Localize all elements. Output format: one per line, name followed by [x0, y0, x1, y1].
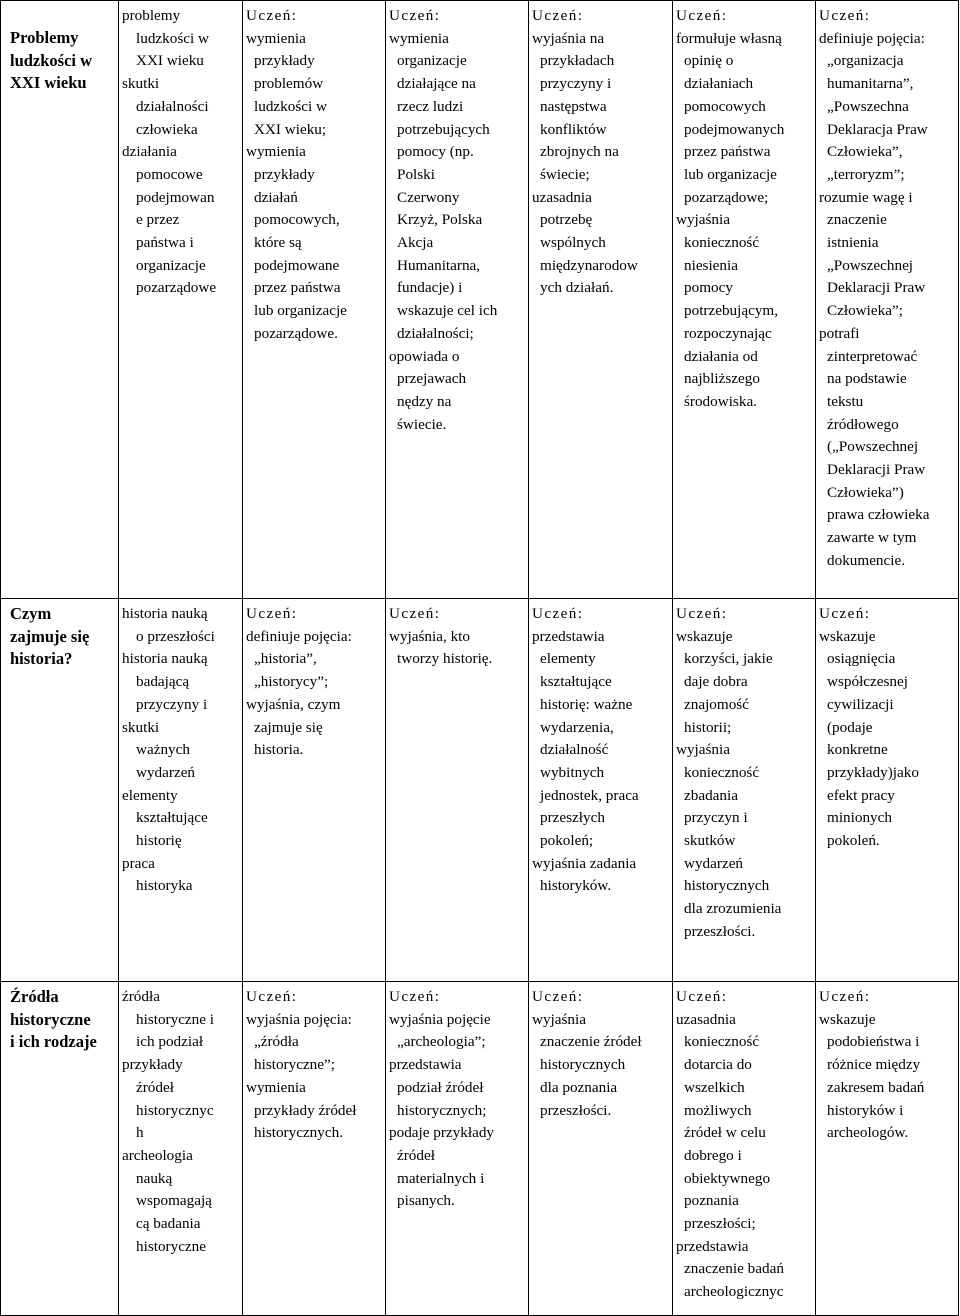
text-line: przeszłości.: [684, 922, 756, 940]
text-line: znajomość: [684, 695, 749, 713]
text-line: pomocowe: [136, 165, 203, 183]
text-line: wyjaśnia zadania: [532, 854, 637, 872]
text-line: historycznych;: [397, 1101, 487, 1119]
text-line: dla zrozumienia: [684, 900, 782, 918]
text-line: wspomagają: [136, 1192, 212, 1210]
text-line: Krzyż, Polska: [397, 211, 483, 229]
text-line: historia nauką: [122, 650, 208, 668]
text-line: h: [136, 1124, 144, 1142]
text-line: przykłady: [254, 52, 315, 70]
text-line: najbliższego: [684, 370, 760, 388]
text-line: osiągnięcia: [827, 650, 896, 668]
text-line: Uczeń:: [532, 988, 584, 1005]
text-line: Uczeń:: [246, 7, 298, 24]
text-line: Czym: [10, 604, 52, 623]
text-line: podział źródeł: [397, 1078, 484, 1096]
text-line: historycznyc: [136, 1101, 214, 1119]
text-line: które są: [254, 234, 302, 252]
text-line: definiuje pojęcia:: [246, 627, 352, 645]
text-line: Uczeń:: [389, 988, 441, 1005]
text-line: współczesnej: [827, 673, 908, 691]
text-line: źródeł: [136, 1078, 174, 1096]
text-line: historyka: [136, 877, 193, 895]
text-line: uzasadnia: [676, 1010, 736, 1028]
text-line: wyjaśnia: [532, 1010, 586, 1028]
text-line: tekstu: [827, 392, 864, 410]
text-line: działania od: [684, 347, 758, 365]
text-line: Uczeń:: [389, 7, 441, 24]
text-line: historyczne: [136, 1237, 207, 1255]
text-line: efekt pracy: [827, 786, 895, 804]
requirement-cell: [529, 599, 673, 982]
text-line: cą badania: [136, 1215, 201, 1233]
text-line: możliwych: [684, 1101, 752, 1119]
text-line: przejawach: [397, 370, 467, 388]
text-line: podejmowanych: [684, 120, 785, 138]
text-line: człowieka: [136, 120, 198, 138]
text-line: świecie;: [540, 165, 590, 183]
text-line: świecie.: [397, 415, 447, 433]
text-line: niesienia: [684, 256, 738, 274]
text-line: działalność: [540, 741, 609, 759]
text-line: wskazuje cel ich: [397, 302, 498, 320]
text-line: historyczne”;: [254, 1056, 335, 1074]
text-line: przedstawia: [389, 1056, 462, 1074]
text-line: Uczeń:: [676, 7, 728, 24]
text-line: zakresem badań: [827, 1078, 925, 1096]
text-line: Człowieka”): [827, 483, 904, 501]
text-line: jednostek, praca: [540, 786, 639, 804]
requirement-cell: [243, 982, 386, 1316]
text-line: materialnych i: [397, 1169, 485, 1187]
text-line: „terroryzm”;: [827, 165, 905, 183]
text-line: przyczyn i: [684, 809, 748, 827]
text-line: archeologów.: [827, 1124, 909, 1142]
text-line: konieczność: [684, 763, 760, 781]
text-line: „historia”,: [254, 650, 317, 668]
text-line: organizacje: [397, 52, 467, 70]
text-line: wyjaśnia: [676, 741, 730, 759]
text-line: źródła: [122, 988, 160, 1005]
text-line: przykładach: [540, 52, 615, 70]
text-line: ludzkości w: [136, 29, 209, 47]
text-line: konieczność: [684, 234, 760, 252]
text-line: XXI wieku: [136, 52, 204, 70]
topic-row-problemy: [0, 0, 959, 599]
text-line: ych działań.: [540, 279, 614, 297]
text-line: przeszłości.: [540, 1101, 612, 1119]
text-line: znaczenie źródeł: [540, 1033, 642, 1051]
text-line: historyków.: [540, 877, 612, 895]
text-line: tworzy historię.: [397, 650, 493, 668]
text-line: „Powszechna: [827, 97, 909, 115]
text-line: wyjaśnia pojęcia:: [246, 1010, 352, 1028]
text-line: wymienia: [246, 29, 306, 47]
text-line: źródeł w celu: [684, 1124, 766, 1142]
text-line: wspólnych: [540, 234, 606, 252]
text-line: elementy: [540, 650, 596, 668]
text-line: XXI wieku: [10, 73, 87, 93]
text-line: obiektywnego: [684, 1169, 771, 1187]
requirement-cell: [673, 1, 816, 599]
text-line: „archeologia”;: [397, 1033, 486, 1051]
text-line: podejmowan: [136, 188, 215, 206]
text-line: Czerwony: [397, 188, 460, 206]
text-line: znaczenie badań: [684, 1260, 784, 1278]
text-line: zawarte w tym: [827, 529, 917, 547]
text-line: prawa człowieka: [827, 506, 930, 524]
text-line: wymienia: [246, 143, 306, 161]
text-line: następstwa: [540, 97, 607, 115]
content-cell: [119, 599, 243, 982]
text-line: działające na: [397, 75, 476, 93]
requirement-cell: [816, 599, 959, 982]
text-line: konkretne: [827, 741, 888, 759]
text-line: opowiada o: [389, 347, 460, 365]
text-line: przyczyny i: [540, 75, 612, 93]
text-line: archeologia: [122, 1146, 193, 1164]
text-line: Uczeń:: [246, 988, 298, 1005]
text-line: konieczność: [684, 1033, 760, 1051]
text-line: historycznych: [684, 877, 770, 895]
text-line: skutki: [122, 75, 160, 93]
requirement-cell: [529, 982, 673, 1316]
text-line: pomocowych,: [254, 211, 340, 229]
text-line: pomocy (np.: [397, 143, 474, 161]
text-line: minionych: [827, 809, 892, 827]
text-line: wyjaśnia: [676, 211, 730, 229]
text-line: organizacje: [136, 256, 206, 274]
text-line: działalności: [136, 97, 209, 115]
text-line: historia?: [10, 649, 73, 669]
text-line: wybitnych: [540, 763, 605, 781]
text-line: wskazuje: [819, 627, 876, 645]
text-line: przykłady)jako: [827, 763, 919, 781]
text-line: wydarzenia,: [540, 718, 614, 736]
requirement-cell: [386, 982, 529, 1316]
text-line: wymienia: [389, 29, 449, 47]
text-line: znaczenie: [827, 211, 887, 229]
text-line: (podaje: [827, 718, 873, 736]
content-cell: [119, 982, 243, 1316]
text-line: problemów: [254, 75, 324, 93]
text-line: elementy: [122, 786, 178, 804]
requirement-cell: [386, 1, 529, 599]
text-line: fundacje) i: [397, 279, 463, 297]
text-line: na podstawie: [827, 370, 907, 388]
text-line: nauką: [136, 1169, 173, 1187]
text-line: Deklaracja Praw: [827, 120, 928, 138]
text-line: poznania: [684, 1192, 739, 1210]
text-line: Człowieka”,: [827, 143, 903, 161]
text-line: Uczeń:: [819, 605, 871, 622]
text-line: rzecz ludzi: [397, 97, 464, 115]
text-line: lub organizacje: [254, 302, 347, 320]
requirement-cell: [816, 982, 959, 1316]
requirement-cell: [816, 1, 959, 599]
text-line: przeszłości;: [684, 1215, 756, 1233]
text-line: wymienia: [246, 1078, 306, 1096]
text-line: państwa i: [136, 234, 194, 252]
text-line: zajmuje się: [254, 718, 323, 736]
text-line: potrzebujących: [397, 120, 490, 138]
text-line: wskazuje: [676, 627, 733, 645]
text-line: wyjaśnia na: [532, 29, 605, 47]
text-line: dotarcia do: [684, 1056, 752, 1074]
text-line: historia nauką: [122, 605, 208, 622]
text-line: „Powszechnej: [827, 256, 914, 274]
text-line: Deklaracji Praw: [827, 279, 926, 297]
text-line: Człowieka”;: [827, 302, 903, 320]
text-line: Deklaracji Praw: [827, 461, 926, 479]
requirement-cell: [243, 599, 386, 982]
text-line: historycznych.: [254, 1124, 343, 1142]
requirement-cell: [386, 599, 529, 982]
text-line: ich podział: [136, 1033, 204, 1051]
text-line: wydarzeń: [684, 854, 744, 872]
topic-row-czym-zajmuje-sie-historia: [0, 598, 959, 982]
text-line: „organizacja: [827, 52, 904, 70]
text-line: podaje przykłady: [389, 1124, 495, 1142]
text-line: Humanitarna,: [397, 256, 481, 274]
text-line: Uczeń:: [676, 605, 728, 622]
text-line: „źródła: [254, 1033, 299, 1051]
text-line: podejmowane: [254, 256, 340, 274]
content-cell: [119, 1, 243, 599]
text-line: przykłady źródeł: [254, 1101, 357, 1119]
text-line: korzyści, jakie: [684, 650, 773, 668]
text-line: formułuje własną: [676, 29, 782, 47]
text-line: historyków i: [827, 1101, 904, 1119]
text-line: potrafi: [819, 324, 860, 342]
text-line: przez państwa: [254, 279, 341, 297]
text-line: wydarzeń: [136, 763, 196, 781]
text-line: dla poznania: [540, 1078, 618, 1096]
text-line: istnienia: [827, 234, 879, 252]
text-line: zinterpretować: [827, 347, 918, 365]
text-line: pomocy: [684, 279, 733, 297]
text-line: przedstawia: [532, 627, 605, 645]
text-line: Uczeń:: [246, 605, 298, 622]
text-line: nędzy na: [397, 392, 452, 410]
text-line: daje dobra: [684, 673, 748, 691]
text-line: wyjaśnia, kto: [389, 627, 470, 645]
text-line: skutków: [684, 832, 736, 850]
text-line: historia.: [254, 741, 304, 759]
text-line: przez państwa: [684, 143, 771, 161]
text-line: XXI wieku;: [254, 120, 327, 138]
text-line: archeologicznyc: [684, 1283, 784, 1301]
text-line: definiuje pojęcia:: [819, 29, 925, 47]
text-line: dokumencie.: [827, 551, 906, 569]
text-line: praca: [122, 854, 155, 872]
text-line: potrzebę: [540, 211, 593, 229]
text-line: Polski: [397, 165, 435, 183]
topic-row-zrodla-historyczne: [0, 981, 959, 1316]
text-line: Uczeń:: [389, 605, 441, 622]
requirement-cell: [529, 1, 673, 599]
text-line: Uczeń:: [676, 988, 728, 1005]
text-line: opinię o: [684, 52, 734, 70]
text-line: („Powszechnej: [827, 438, 919, 456]
text-line: pozarządowe;: [684, 188, 769, 206]
text-line: działaniach: [684, 75, 754, 93]
text-line: Uczeń:: [532, 7, 584, 24]
text-line: Źródła: [10, 987, 59, 1006]
text-line: źródłowego: [827, 415, 899, 433]
text-line: pokoleń.: [827, 832, 880, 850]
text-line: Problemy: [10, 28, 79, 47]
text-line: historię: [136, 832, 182, 850]
text-line: wyjaśnia pojęcie: [389, 1010, 491, 1028]
text-line: e przez: [136, 211, 180, 229]
text-line: skutki: [122, 718, 160, 736]
text-line: dobrego i: [684, 1146, 742, 1164]
text-line: zajmuje się: [10, 626, 90, 646]
text-line: środowiska.: [684, 392, 757, 410]
text-line: przykłady: [122, 1056, 183, 1074]
text-line: historycznych: [540, 1056, 626, 1074]
text-line: rozpoczynając: [684, 324, 772, 342]
text-line: międzynarodow: [540, 256, 638, 274]
text-line: źródeł: [397, 1146, 435, 1164]
text-line: Uczeń:: [819, 7, 871, 24]
text-line: historyczne i: [136, 1010, 215, 1028]
text-line: pomocowych: [684, 97, 766, 115]
text-line: Uczeń:: [819, 988, 871, 1005]
requirement-cell: [673, 982, 816, 1316]
text-line: uzasadnia: [532, 188, 592, 206]
text-line: wskazuje: [819, 1010, 876, 1028]
text-line: kształtujące: [540, 673, 612, 691]
text-line: konfliktów: [540, 120, 607, 138]
topic-cell: [1, 599, 119, 982]
text-line: przykłady: [254, 165, 315, 183]
text-line: cywilizacji: [827, 695, 894, 713]
text-line: zbadania: [684, 786, 738, 804]
text-line: humanitarna”,: [827, 75, 914, 93]
text-line: potrzebującym,: [684, 302, 779, 320]
text-line: podobieństwa i: [827, 1033, 920, 1051]
text-line: różnice między: [827, 1056, 921, 1074]
text-line: pokoleń;: [540, 832, 594, 850]
text-line: przedstawia: [676, 1237, 749, 1255]
text-line: przyczyny i: [136, 695, 208, 713]
text-line: pisanych.: [397, 1192, 455, 1210]
text-line: przeszłych: [540, 809, 605, 827]
text-line: i ich rodzaje: [10, 1032, 97, 1052]
requirement-cell: [243, 1, 386, 599]
text-line: lub organizacje: [684, 165, 777, 183]
text-line: kształtujące: [136, 809, 208, 827]
text-line: ważnych: [136, 741, 190, 759]
text-line: pozarządowe.: [254, 324, 338, 342]
text-line: ludzkości w: [254, 97, 327, 115]
text-line: Akcja: [397, 234, 434, 252]
text-line: pozarządowe: [136, 279, 217, 297]
text-line: działań: [254, 188, 298, 206]
text-line: wszelkich: [684, 1078, 745, 1096]
requirement-cell: [673, 599, 816, 982]
text-line: Uczeń:: [532, 605, 584, 622]
text-line: rozumie wagę i: [819, 188, 913, 206]
text-line: działania: [122, 143, 177, 161]
text-line: zbrojnych na: [540, 143, 619, 161]
topic-cell: [1, 982, 119, 1316]
text-line: historii;: [684, 718, 732, 736]
text-line: problemy: [122, 7, 181, 24]
text-line: „historycy”;: [254, 673, 329, 691]
text-line: o przeszłości: [136, 627, 215, 645]
text-line: ludzkości w: [10, 50, 93, 70]
text-line: historyczne: [10, 1009, 91, 1029]
text-line: wyjaśnia, czym: [246, 695, 341, 713]
text-line: badającą: [136, 673, 190, 691]
text-line: działalności;: [397, 324, 474, 342]
topic-cell: [1, 1, 119, 599]
text-line: historię: ważne: [540, 695, 633, 713]
